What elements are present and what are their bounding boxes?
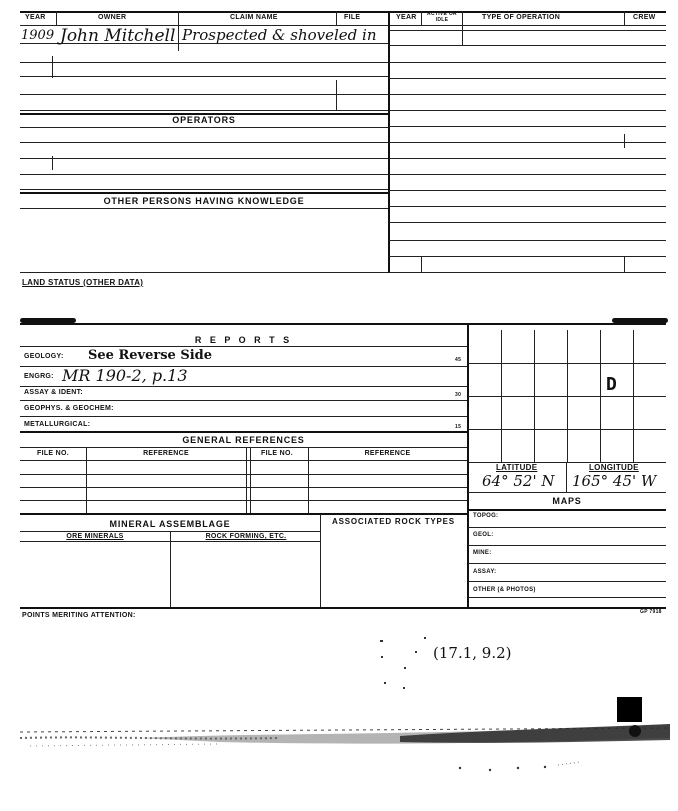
scan-speck — [415, 651, 417, 653]
maps-assay: ASSAY: — [473, 569, 497, 575]
row-rule — [468, 563, 666, 564]
rock-forming-heading: ROCK FORMING, ETC. — [205, 533, 287, 540]
row-rule — [20, 447, 467, 448]
row-rule — [389, 62, 666, 63]
row-rule — [20, 76, 388, 77]
reports-top-border — [20, 323, 666, 325]
row-rule — [20, 487, 467, 488]
col-reference-2: REFERENCE — [364, 450, 411, 457]
row-rule — [389, 190, 666, 191]
col-divider — [170, 531, 171, 608]
col-divider — [56, 11, 57, 25]
row-rule — [20, 127, 388, 128]
row-rule — [468, 509, 666, 511]
geology-label: GEOLOGY: — [24, 353, 64, 360]
col-divider — [178, 11, 179, 51]
form-number: GP 7918 — [640, 609, 662, 615]
bottom-rule — [20, 272, 388, 273]
row-rule — [389, 240, 666, 241]
col-divider — [624, 11, 625, 25]
assay-label: ASSAY & IDENT: — [24, 389, 84, 396]
maps-heading: MAPS — [552, 496, 582, 506]
header-active-or-idle: ACTIVE OR IDLE — [427, 11, 457, 23]
row-rule — [20, 142, 388, 143]
row-rule — [389, 158, 666, 159]
row-rule — [20, 513, 467, 515]
ore-minerals-heading: ORE MINERALS — [66, 533, 124, 540]
latitude-label: LATITUDE — [496, 463, 538, 472]
col-tick — [52, 56, 53, 78]
entry-owner: John Mitchell — [60, 26, 176, 46]
scan-speck — [403, 687, 405, 689]
row-rule — [20, 189, 388, 190]
header-crew: CREW — [633, 14, 656, 21]
engrg-value: MR 190-2, p.13 — [62, 366, 188, 385]
row-rule — [389, 110, 666, 111]
col-file-no-2: FILE NO. — [261, 450, 293, 457]
row-rule — [389, 94, 666, 95]
geology-value: See Reverse Side — [88, 348, 213, 363]
maps-mine: MINE: — [473, 550, 492, 556]
associated-rock-types: ASSOCIATED ROCK TYPES — [332, 517, 455, 526]
metallurgical-code: 15 — [455, 424, 462, 430]
geophys-label: GEOPHYS. & GEOCHEM: — [24, 405, 114, 412]
row-rule — [20, 400, 467, 401]
col-file-no-1: FILE NO. — [37, 450, 69, 457]
row-rule — [20, 110, 388, 111]
header-year: YEAR — [25, 14, 46, 21]
row-rule — [468, 597, 666, 598]
row-rule — [20, 474, 467, 475]
col-tick — [624, 256, 625, 272]
longitude-value: 165° 45' W — [572, 472, 657, 490]
reports-right-divider — [467, 325, 469, 608]
handwritten-coordinates: (17.1, 9.2) — [433, 644, 512, 662]
longitude-label: LONGITUDE — [589, 463, 639, 472]
row-rule — [389, 222, 666, 223]
col-divider — [320, 514, 321, 608]
scan-speck — [424, 637, 426, 639]
col-divider — [336, 11, 337, 25]
col-divider — [308, 447, 309, 513]
other-persons-top-rule — [20, 192, 388, 194]
maps-topog: TOPOG: — [473, 513, 499, 519]
row-rule — [20, 174, 388, 175]
row-rule — [20, 460, 467, 461]
row-rule — [468, 527, 666, 528]
row-rule — [389, 126, 666, 127]
mineral-assemblage-heading: MINERAL ASSEMBLAGE — [109, 519, 231, 529]
col-divider — [86, 447, 87, 513]
col-divider — [421, 11, 422, 25]
land-status-label: LAND STATUS (OTHER DATA) — [22, 278, 144, 287]
col-tick — [421, 256, 422, 272]
header-year-2: YEAR — [396, 14, 417, 21]
row-rule — [468, 545, 666, 546]
general-references-heading: GENERAL REFERENCES — [182, 435, 305, 445]
row-rule — [20, 346, 467, 347]
row-rule — [20, 386, 467, 387]
row-rule — [468, 492, 666, 493]
row-rule — [20, 416, 467, 417]
scan-speck — [384, 682, 386, 684]
header-file: FILE — [344, 14, 361, 21]
row-rule — [468, 581, 666, 582]
row-rule — [389, 174, 666, 175]
row-rule — [20, 431, 467, 433]
col-divider — [462, 11, 463, 45]
reports-bottom-border — [20, 607, 666, 609]
row-rule — [389, 206, 666, 207]
maps-other: OTHER (& PHOTOS) — [473, 587, 536, 593]
row-rule — [389, 30, 666, 31]
engrg-label: ENGRG: — [24, 373, 54, 380]
latitude-value: 64° 52' N — [482, 472, 555, 490]
geology-code: 45 — [455, 357, 462, 363]
maps-geol: GEOL: — [473, 532, 494, 538]
row-rule — [389, 45, 666, 46]
grid-mark: D — [606, 374, 617, 395]
row-rule — [389, 78, 666, 79]
grid-row — [468, 429, 666, 430]
header-owner: OWNER — [98, 14, 127, 21]
entry-year: 1909 — [21, 28, 55, 43]
row-rule — [20, 208, 388, 209]
col-divider — [246, 447, 247, 513]
header-type-of-operation: TYPE OF OPERATION — [482, 14, 561, 21]
scan-noise-band — [20, 718, 670, 778]
scan-speck — [381, 656, 383, 658]
metallurgical-label: METALLURGICAL: — [24, 421, 91, 428]
col-divider — [250, 447, 251, 513]
assay-code: 30 — [455, 392, 462, 398]
table-top-border — [20, 11, 666, 13]
row-rule — [389, 272, 666, 273]
other-persons-heading: OTHER PERSONS HAVING KNOWLEDGE — [103, 196, 305, 206]
row-rule — [20, 94, 388, 95]
operators-heading: OPERATORS — [172, 115, 236, 125]
reports-heading: R E P O R T S — [194, 335, 293, 345]
col-divider — [566, 462, 567, 492]
points-meriting-attention-label: POINTS MERITING ATTENTION: — [22, 612, 136, 619]
row-rule — [20, 500, 467, 501]
scan-speck — [404, 667, 406, 669]
grid-row — [468, 396, 666, 397]
header-claim-name: CLAIM NAME — [230, 14, 278, 21]
col-tick — [624, 134, 625, 148]
grid-row — [468, 363, 666, 364]
col-reference-1: REFERENCE — [143, 450, 189, 457]
col-tick — [52, 156, 53, 170]
row-rule — [20, 158, 388, 159]
scan-speck — [380, 640, 383, 642]
col-tick — [336, 80, 337, 110]
entry-claim-name: Prospected & shoveled in — [182, 26, 377, 44]
row-rule — [20, 62, 388, 63]
